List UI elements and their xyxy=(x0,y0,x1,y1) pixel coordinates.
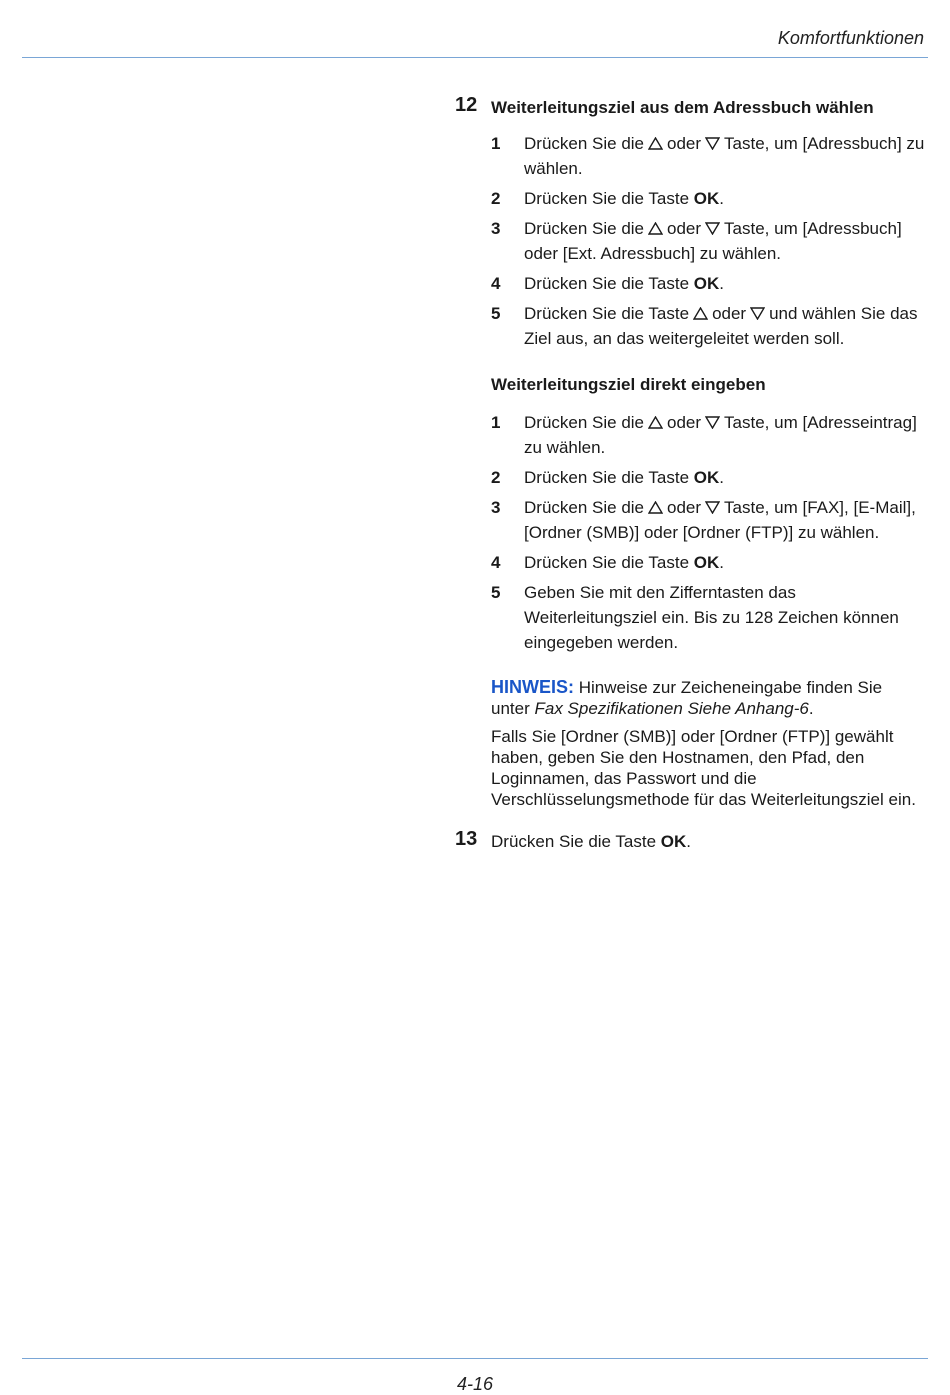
list-item xyxy=(491,410,925,460)
list-item xyxy=(491,186,925,211)
list-item xyxy=(491,131,925,181)
list-item-text: Drücken Sie die Taste xyxy=(524,274,690,293)
list-item-number: 5 xyxy=(491,304,501,323)
main-content xyxy=(455,94,925,856)
step-13 xyxy=(455,828,925,856)
list-item xyxy=(491,495,925,545)
note-text-end: . xyxy=(808,699,814,718)
note-label: HINWEIS: xyxy=(491,677,574,697)
step-text-part: Drücken Sie die Taste xyxy=(491,832,657,851)
addressbook-steps xyxy=(491,131,925,351)
ok-key-label: OK xyxy=(693,274,720,293)
list-item-number: 4 xyxy=(491,274,501,293)
list-item-text: Drücken Sie die xyxy=(524,413,645,432)
list-item xyxy=(491,465,925,490)
list-item-number: 1 xyxy=(491,134,501,153)
note-reference: Fax Spezifikationen Siehe Anhang-6 xyxy=(534,699,809,718)
list-item-text: Taste, um [Adressbuch] oder [Ext. Adressbuch] zu wählen. xyxy=(524,219,902,263)
list-item xyxy=(491,271,925,296)
footer-rule xyxy=(22,1358,928,1359)
note-block xyxy=(491,677,925,810)
list-item xyxy=(491,580,925,655)
ok-key-label: OK xyxy=(660,832,687,851)
list-item-text: oder xyxy=(667,498,702,517)
list-item-text: Drücken Sie die Taste xyxy=(524,189,690,208)
step-number: 13 xyxy=(455,828,478,850)
note-paragraph: Falls Sie [Ordner (SMB)] oder [Ordner (FTP)] gewählt haben, geben Sie den Hostnamen, den Pfad, den Loginnamen, das Passwort und die Verschlüsselungsmethode für das Weiterleitungsziel ein. xyxy=(491,727,916,809)
ok-key-label: OK xyxy=(693,189,720,208)
list-item-text: Taste, um [FAX], [E-Mail], [Ordner (SMB)] oder [Ordner (FTP)] zu wählen. xyxy=(524,498,916,542)
down-arrow-icon xyxy=(705,501,720,514)
step-title: Weiterleitungsziel aus dem Adressbuch wählen xyxy=(491,98,874,117)
list-item-text: Taste, um [Adresseintrag] zu wählen. xyxy=(524,413,917,457)
list-item-text: Drücken Sie die Taste xyxy=(524,553,690,572)
list-item-text: Drücken Sie die xyxy=(524,134,645,153)
list-item-text: . xyxy=(719,468,725,487)
up-arrow-icon xyxy=(693,307,708,320)
list-item-number: 4 xyxy=(491,553,501,572)
list-item-text: . xyxy=(719,274,725,293)
list-item-text: oder xyxy=(667,413,702,432)
list-item xyxy=(491,550,925,575)
list-item-number: 3 xyxy=(491,219,501,238)
list-item-number: 2 xyxy=(491,468,501,487)
list-item-text: oder xyxy=(712,304,747,323)
list-item-text: oder xyxy=(667,219,702,238)
step-number: 12 xyxy=(455,94,478,116)
list-item xyxy=(491,216,925,266)
up-arrow-icon xyxy=(648,137,663,150)
list-item-number: 2 xyxy=(491,189,501,208)
down-arrow-icon xyxy=(750,307,765,320)
up-arrow-icon xyxy=(648,222,663,235)
up-arrow-icon xyxy=(648,501,663,514)
down-arrow-icon xyxy=(705,416,720,429)
note-text: Hinweise zur Zeicheneingabe finden Sie unter xyxy=(491,678,883,718)
header-rule xyxy=(22,57,928,58)
list-item-text: Geben Sie mit den Zifferntasten das Weiterleitungsziel ein. Bis zu 128 Zeichen können eingegeben werden. xyxy=(524,583,899,652)
list-item-number: 3 xyxy=(491,498,501,517)
list-item-number: 5 xyxy=(491,583,501,602)
step-12 xyxy=(455,94,925,810)
ok-key-label: OK xyxy=(693,553,720,572)
ok-key-label: OK xyxy=(693,468,720,487)
up-arrow-icon xyxy=(648,416,663,429)
section-heading: Weiterleitungsziel direkt eingeben xyxy=(491,375,766,394)
list-item-text: Drücken Sie die Taste xyxy=(524,468,690,487)
list-item-text: oder xyxy=(667,134,702,153)
list-item-text: Drücken Sie die xyxy=(524,498,645,517)
page-number: 4-16 xyxy=(456,1374,494,1394)
list-item xyxy=(491,301,925,351)
list-item-text: . xyxy=(719,553,725,572)
list-item-text: und wählen Sie das Ziel aus, an das weitergeleitet werden soll. xyxy=(524,304,918,348)
step-text-part: . xyxy=(686,832,692,851)
list-item-text: Taste, um [Adressbuch] zu wählen. xyxy=(524,134,925,178)
down-arrow-icon xyxy=(705,222,720,235)
list-item-text: . xyxy=(719,189,725,208)
down-arrow-icon xyxy=(705,137,720,150)
step-text xyxy=(491,828,925,856)
list-item-text: Drücken Sie die xyxy=(524,219,645,238)
list-item-number: 1 xyxy=(491,413,501,432)
direct-entry-steps xyxy=(491,410,925,655)
list-item-text: Drücken Sie die Taste xyxy=(524,304,690,323)
header-title: Komfortfunktionen xyxy=(777,28,924,48)
